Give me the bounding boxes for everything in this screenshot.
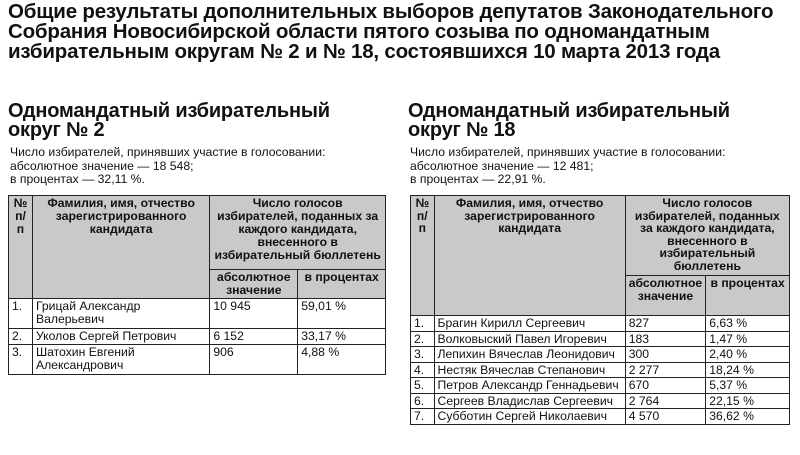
candidate-name: Грицай Александр Валерьевич <box>32 299 209 329</box>
col-header-votes: Число голосов избирателей, поданных за каждого кандидата, внесенного в избирательный бюллетень <box>625 196 789 276</box>
votes-abs: 4 570 <box>625 409 705 425</box>
candidate-name: Шатохин Евгений Александрович <box>32 345 209 375</box>
row-num: 3. <box>411 347 435 363</box>
col-header-name: Фамилия, имя, отчество зарегистрированного кандидата <box>434 196 625 316</box>
row-num: 3. <box>9 345 33 375</box>
district-18-title: Одномандатный избирательный округ № 18 <box>408 100 730 141</box>
col-header-pct: в процентах <box>706 276 790 316</box>
district-2-turnout-label: Число избирателей, принявших участие в голосовании: <box>10 145 326 159</box>
district-18-turnout-label: Число избирателей, принявших участие в голосовании: <box>410 145 726 159</box>
votes-abs: 2 277 <box>625 362 705 378</box>
votes-pct: 59,01 % <box>298 299 386 329</box>
votes-abs: 2 764 <box>625 393 705 409</box>
votes-abs: 906 <box>210 345 298 375</box>
table-row <box>9 299 386 329</box>
candidate-name: Волковыский Павел Игоревич <box>434 331 625 347</box>
table-row <box>411 393 790 409</box>
district-2-turnout-pct: в процентах — 32,11 %. <box>10 172 145 187</box>
votes-pct: 2,40 % <box>706 347 790 363</box>
votes-pct: 5,37 % <box>706 378 790 394</box>
table-row <box>411 378 790 394</box>
district-18-turnout-abs: абсолютное значение — 12 481; <box>410 158 594 173</box>
votes-pct: 22,15 % <box>706 393 790 409</box>
votes-pct: 33,17 % <box>298 329 386 345</box>
row-num: 2. <box>411 331 435 347</box>
table-row <box>9 345 386 375</box>
col-header-name: Фамилия, имя, отчество зарегистрированного кандидата <box>32 196 209 299</box>
row-num: 1. <box>9 299 33 329</box>
table-row <box>411 362 790 378</box>
district-2-turnout-abs: абсолютное значение — 18 548; <box>10 158 194 173</box>
district-18-section <box>408 102 793 187</box>
district-2-turnout <box>10 146 393 187</box>
table-row <box>411 409 790 425</box>
col-header-num: № п/п <box>9 196 33 299</box>
district-18-turnout-pct: в процентах — 22,91 %. <box>410 172 546 187</box>
votes-abs: 6 152 <box>210 329 298 345</box>
col-header-num: № п/п <box>411 196 435 316</box>
candidate-name: Сергеев Владислав Сергеевич <box>434 393 625 409</box>
col-header-pct: в процентах <box>298 270 386 299</box>
row-num: 6. <box>411 393 435 409</box>
candidate-name: Петров Александр Геннадьевич <box>434 378 625 394</box>
votes-abs: 670 <box>625 378 705 394</box>
candidate-name: Нестяк Вячеслав Степанович <box>434 362 625 378</box>
row-num: 1. <box>411 316 435 332</box>
table-row <box>411 331 790 347</box>
votes-abs: 10 945 <box>210 299 298 329</box>
district-2-section <box>8 102 393 187</box>
votes-abs: 183 <box>625 331 705 347</box>
district-2-title: Одномандатный избирательный округ № 2 <box>8 100 330 141</box>
row-num: 5. <box>411 378 435 394</box>
candidate-name: Лепихин Вячеслав Леонидович <box>434 347 625 363</box>
votes-abs: 827 <box>625 316 705 332</box>
page-title: Общие результаты дополнительных выборов депутатов Законодательного Собрания Новосибирской области пятого созыва по одномандатным избирательным округам № 2 и № 18, состоявшихся 10 марта 2013 года <box>8 0 774 63</box>
votes-pct: 36,62 % <box>706 409 790 425</box>
votes-pct: 6,63 % <box>706 316 790 332</box>
votes-pct: 4,88 % <box>298 345 386 375</box>
row-num: 2. <box>9 329 33 345</box>
votes-abs: 300 <box>625 347 705 363</box>
district-18-table <box>410 195 790 425</box>
col-header-abs: абсолютное значение <box>625 276 705 316</box>
district-2-table <box>8 195 386 375</box>
candidate-name: Брагин Кирилл Сергеевич <box>434 316 625 332</box>
row-num: 4. <box>411 362 435 378</box>
table-row <box>411 316 790 332</box>
table-row <box>411 347 790 363</box>
votes-pct: 1,47 % <box>706 331 790 347</box>
candidate-name: Субботин Сергей Николаевич <box>434 409 625 425</box>
row-num: 7. <box>411 409 435 425</box>
table-row <box>9 329 386 345</box>
district-18-turnout <box>410 146 793 187</box>
candidate-name: Уколов Сергей Петрович <box>32 329 209 345</box>
col-header-abs: абсолютное значение <box>210 270 298 299</box>
col-header-votes: Число голосов избирателей, поданных за каждого кандидата, внесенного в избирательный бюллетень <box>210 196 386 270</box>
votes-pct: 18,24 % <box>706 362 790 378</box>
